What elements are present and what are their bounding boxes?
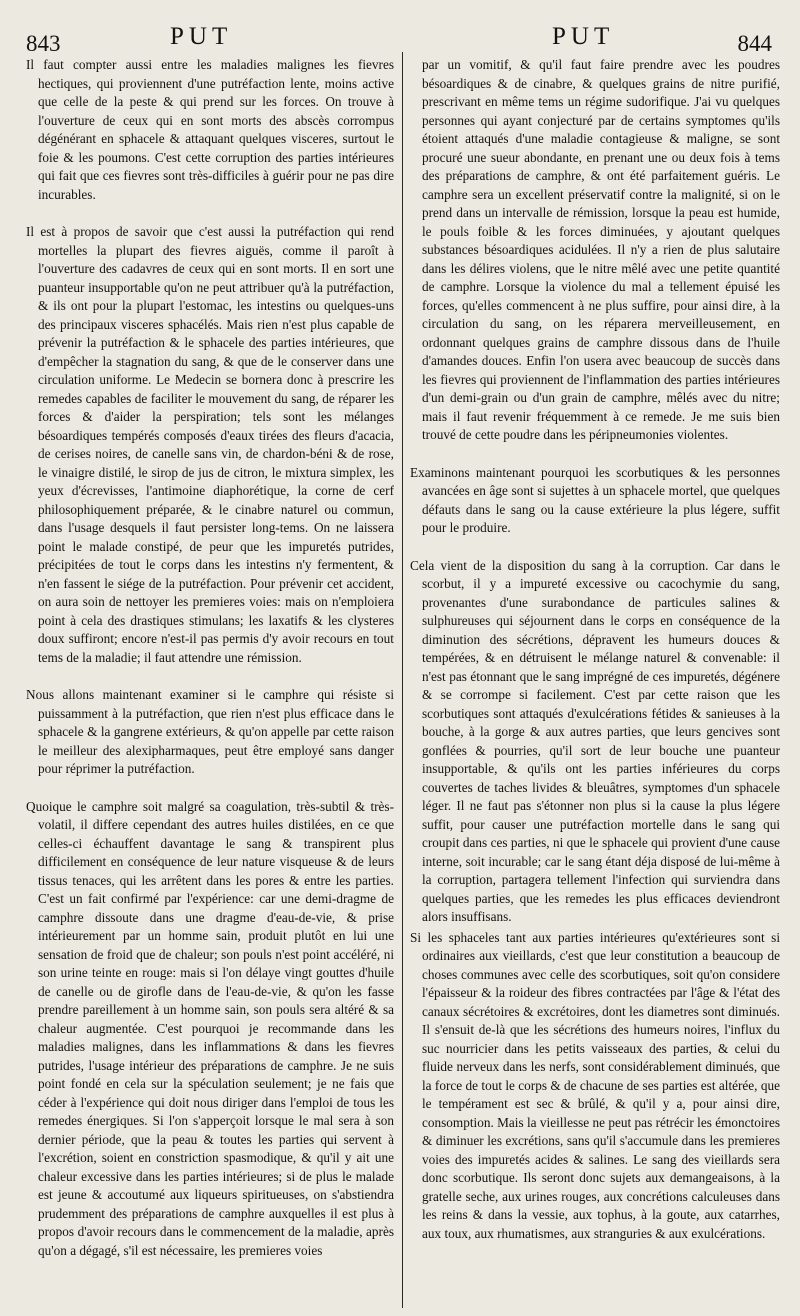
paragraph-camphor-properties: Quoique le camphre soit malgré sa coagulation, très-subtil & très-volatil, il differe cependant des autres huiles distilées, en ce que celles-ci échauffent davantage le sang & transpirent plus difficilement en conséquence de leur nature visqueuse & de leurs tissus tenaces, qui les arrêtent dans les pores & entre les parties. C'est un fait confirmé par l'expérience: car une demi-dragme de camphre dissoute dans une dragme d'eau-de-vie, & prise intérieurement par un homme sain, produit plutôt en lui une sensation de froid que de chaleur; son pouls n'est point accéléré, ni son urine teinte en rouge: mais si l'on délaye vingt gouttes d'huile de canelle ou de girofle dans de l'eau-de-vie, & qu'on les fasse prendre pareillement à un homme sain, son pouls sera altéré & sa chaleur augmentée. C'est pourquoi je recommande dans les maladies malignes, dans les inflammations & dans les fievres putrides, l'usage intérieur des préparations de camphre. Je ne suis point fondé en cela sur la spéculation seulement; je ne fais que céder à l'expérience qui doit nous diriger dans l'emploi de tous les remedes énergiques. Si l'on s'apperçoit lorsque le mal sera à son dernier période, que la peau & toutes les parties qui servent à l'excrétion, soient en constriction spasmodique, & qu'il y ait une chaleur excessive dans les parties intérieures; si de plus le malade est jeune & accoutumé aux liqueurs spiritueuses, on s'abstiendra prudemment des préparations de camphre auxquelles il est plus à propos d'avoir recours dans le commencement de la maladie, après qu'on a dégagé, s'il est nécessaire, les premieres voies [26,798,394,1258]
left-running-title: PUT [170,23,233,50]
paragraph-acute-fevers: Il est à propos de savoir que c'est aussi la putréfaction qui rend mortelles la plupart des fievres aiguës, comme il paroît à l'ouverture des cadavres de ceux qui en sont morts. Il en sort une puanteur insupportable qu'on ne peut attribuer qu'à la putréfaction, & ils ont pour la plupart l'estomac, les intestins ou quelques-uns des principaux visceres sphacélés. Mais rien n'est plus capable de prévenir la putréfaction & le sphacele des parties intérieures, que d'empêcher la stagnation du sang, & que de le conserver dans une circulation uniforme. Le Medecin se bornera donc à prescrire les remedes capables de faciliter le mouvement du sang, de réparer les forces & d'aider la perspiration; tels sont les mélanges bésoardiques tempérés composés d'eaux tirées des fleurs d'acacia, de cerises noires, de canelle sans vin, de chardon-béni & de rose, le vinaigre distilé, le sirop de jus de citron, le mixtura simplex, les yeux d'écrevisses, l'antimoine diaphorétique, la corne de cerf philosophiquement préparée, & le cinabre naturel ou commun, dans l'usage desquels il faut persister long-tems. On ne laissera point le malade constipé, de peur que les impuretés putrides, précipitées de tout le corps dans les intestins n'y fermentent, & n'en fassent le siége de la putréfaction. Pour prévenir cet accident, on aura soin de nettoyer les premieres voies: mais on n'emploiera point à cela des drastiques stimulans; les laxatifs & les clysteres doux suffiront; encore n'est-il pas permis d'y avoir recours en tout tems de la maladie; il faut attendre une rémission. [26,224,394,665]
paragraph-hectic-fevers: Il faut compter aussi entre les maladies malignes les fievres hectiques, qui proviennent d'une putréfaction lente, moins active que celle de la peste & qui prend sur les forces. On trouve à l'ouverture de ceux qui en sont morts des abscès corrompus dégénérant en sphacele & attaquant quelques visceres, surtout le foie & les poumons. C'est cette corruption des parties intérieures qui fait que ces fievres sont très-difficiles à guérir pour ne pas dire incurables. [26,57,394,202]
left-page-number: 843 [26,31,61,56]
paragraph-scorbutics: Examinons maintenant pourquoi les scorbutiques & les personnes avancées en âge sont si sujettes à un sphacele mortel, que quelques défauts dans le sang ou la cause extérieure la plus légere, suffit pour le produire. [410,464,780,535]
page-header [0,0,800,56]
left-column [26,56,394,1314]
right-running-title: PUT [552,23,615,50]
column-divider [402,52,403,1308]
paragraph-continuation: par un vomitif, & qu'il faut faire prendre avec les poudres bésoardiques & de cinabre, & quelques grains de nitre purifié, prescrivant en même tems un régime sudorifique. J'ai vu quelques personnes qui ayant conjecturé par de certains symptomes qu'ils étoient attaqués d'une maladie contagieuse & maligne, se sont procuré une sueur abondante, en prenant une ou deux fois à tems des préparations de camphre, & ont été parfaitement guéris. Le camphre sera un excellent préservatif contre la malignité, si on le prend dans un intervalle de rémission, lorsque la peau est humide, le pouls foible & les forces diminuées, y ajoutant quelques substances bésoardiques acidulées. Il n'y a rien de plus salutaire dans les délires violens, que le nitre mêlé avec une petite quantité de camphre. Lorsque la violence du mal a tellement épuisé les forces, qu'elles commencent à ne plus suffire, pour ainsi dire, à la circulation du sang, on les réparera merveilleusement, en ordonnant quelques grains de camphre dissous dans de l'huile d'amandes douces. Enfin l'on usera avec beaucoup de succès dans les fievres qui proviennent de l'inflammation des parties intérieures d'un demi-grain ou d'un grain de camphre, mêlés avec du nitre; mais il faut revenir fréquemment à ce remede. Je me suis bien trouvé de cette poudre dans les péripneumonies violentes. [422,57,780,442]
right-column [410,56,780,1314]
right-page-number: 844 [737,31,772,56]
paragraph-blood-corruption: Cela vient de la disposition du sang à la corruption. Car dans le scorbut, il y a impureté excessive ou cacochymie du sang, provenantes d'une surabondance de particules salines & sulphureuses qui séjournent dans le corps en conséquence de la diminution des sécrétions, dépravent les humeurs douces & tempérées, & en détruisent le mélange naturel & convenable: il n'est pas étonnant que le sang imprégné de ces impuretés, dégénere & se corrompe si facilement. C'est par cette raison que les scorbutiques sont attaqués d'exulcérations fétides & sanieuses à la bouche, à la gorge & aux autres parties, que leurs gencives sont gonflées & pourries, qu'il sort de leur bouche une puanteur insupportable, & qu'ils ont les parties inférieures du corps couvertes de taches livides & bleuâtres, symptomes d'un sphacele léger. Il ne faut pas s'étonner non plus si la cause la plus légere suffit, pour causer une putréfaction mortelle dans le sang qui croupit dans ces parties, ni que le sphacele qui provient d'une cause interne, soit incurable; car le sang étant déja disposé de lui-même à la corruption, partagera tellement l'infection qui surviendra dans quelques parties, que les remedes les plus efficaces deviendront alors insuffisans. [410,557,780,924]
paragraph-camphor-question: Nous allons maintenant examiner si le camphre qui résiste si puissamment à la putréfaction, que rien n'est plus efficace dans le sphacele & la gangrene extérieurs, & qu'on appelle par cette raison le meilleur des alexipharmaques, peut être employé sans danger pour réprimer la putréfaction. [26,687,394,776]
paragraph-old-age: Si les sphaceles tant aux parties intérieures qu'extérieures sont si ordinaires aux vieillards, c'est que leur constitution a beaucoup de choses communes avec celle des scorbutiques, soit qu'on considere l'épaisseur & la roideur des fibres contractées par l'âge & l'état des canaux sécrétoires & excrétoires, dont les diametres sont diminués. Il s'ensuit de-là que les sécrétions des humeurs noires, l'influx du suc nourricier dans les petits vaisseaux des parties, & celui du fluide nerveux dans les nerfs, sont considérablement diminués, que la force de tout le corps & de chacune de ses parties est altérée, que le tempérament est sec & brûlé, & qu'il y a, pour ainsi dire, consomption. Mais la vieillesse ne peut pas rétrécir les émonctoires & diminuer les excrétions, sans qu'il s'accumule dans les premieres voies des impuretés acides & salines. Le sang des vieillards sera donc scorbutique. Ils seront donc sujets aux demangeaisons, à la gratelle seche, aux urines rouges, aux concrétions calculeuses dans les reins & dans la vessie, aux tophus, à la goute, aux catarrhes, aux toux, aux rhumatismes, aux stranguries & aux exulcérations. [410,929,780,1241]
